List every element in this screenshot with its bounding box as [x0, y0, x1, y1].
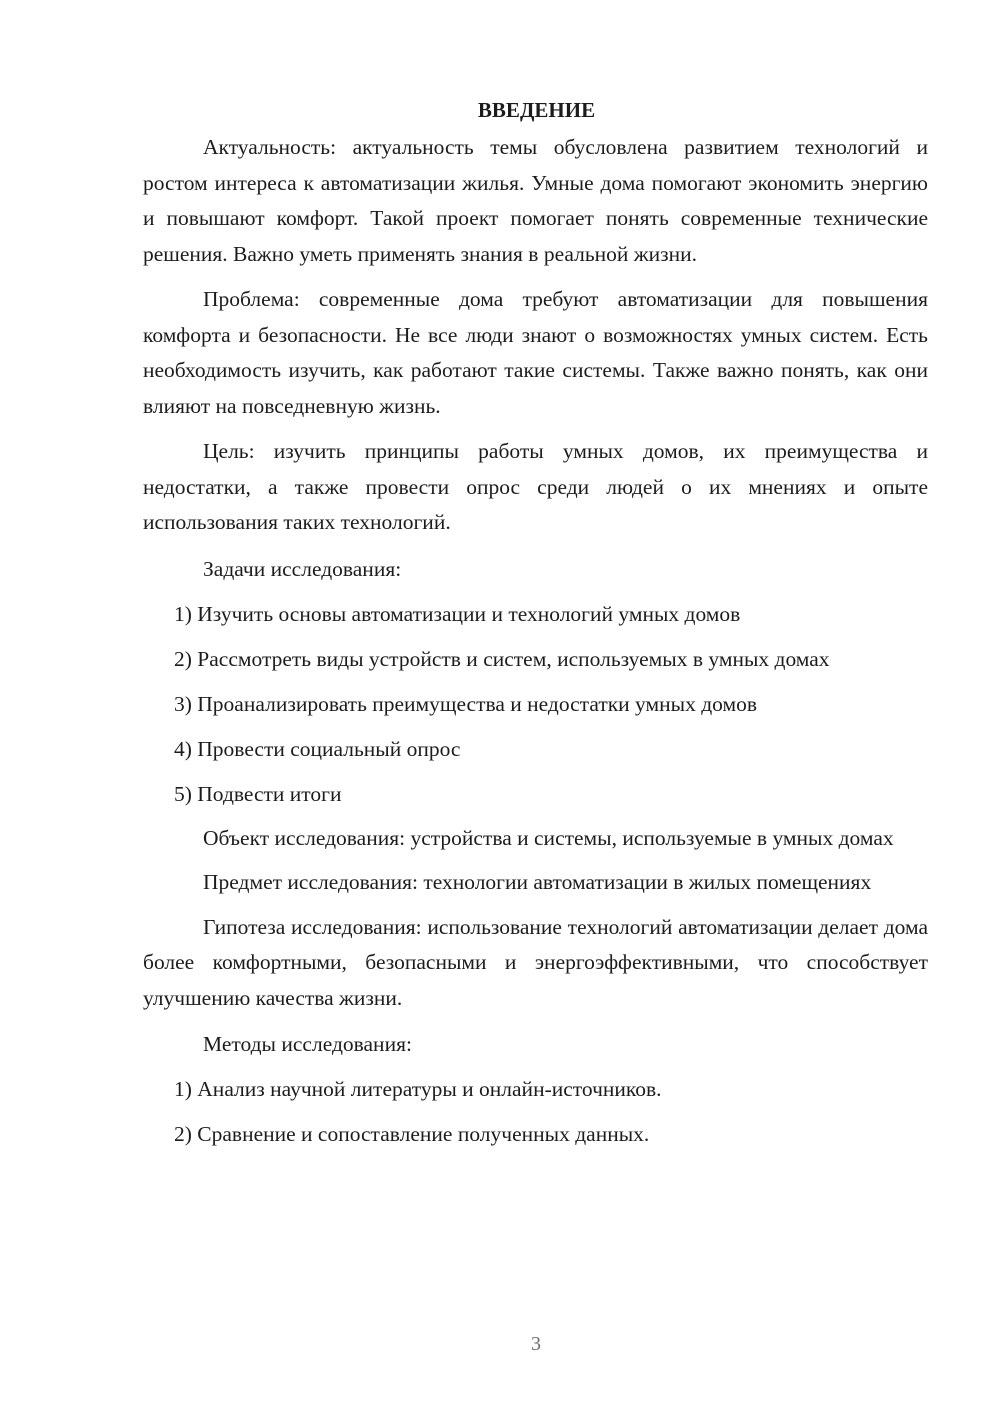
object-paragraph: Объект исследования: устройства и системы, используемые в умных домах — [203, 825, 894, 850]
page-title: ВВЕДЕНИЕ — [477, 98, 596, 122]
methods-heading: Методы исследования: — [203, 1032, 412, 1056]
subject-paragraph: Предмет исследования: технологии автоматизации в жилых помещениях — [203, 870, 872, 894]
page-number: 3 — [531, 1333, 541, 1355]
task-item: 4) Провести социальный опрос — [174, 736, 461, 761]
task-item: 2) Рассмотреть виды устройств и систем, используемых в умных домах — [174, 646, 830, 671]
relevance-paragraph: Актуальность: актуальность темы обусловлена развитием технологий и ростом интереса к автоматизации жилья. Умные дома помогают экономить энергию и повышают комфорт. Такой проект помогает понять современные технические решения. Важно уметь применять знания в реальной жизни. — [143, 135, 928, 266]
task-item: 5) Подвести итоги — [174, 781, 342, 806]
task-item: 1) Изучить основы автоматизации и технологий умных домов — [174, 601, 741, 626]
document-page — [143, 92, 928, 1161]
method-item: 2) Сравнение и сопоставление полученных данных. — [174, 1122, 650, 1146]
task-item: 3) Проанализировать преимущества и недостатки умных домов — [174, 691, 757, 716]
method-item: 1) Анализ научной литературы и онлайн-источников. — [174, 1077, 662, 1101]
hypothesis-paragraph: Гипотеза исследования: использование технологий автоматизации делает дома более комфортными, безопасными и энергоэффективными, что способствует улучшению качества жизни. — [143, 914, 928, 1010]
tasks-heading: Задачи исследования: — [203, 556, 402, 581]
problem-paragraph: Проблема: современные дома требуют автоматизации для повышения комфорта и безопасности. Не все люди знают о возможностях умных систем. Есть необходимость изучить, как работают такие системы. Также важно понять, как они влияют на повседневную жизнь. — [143, 287, 928, 418]
goal-paragraph: Цель: изучить принципы работы умных домов, их преимущества и недостатки, а также провести опрос среди людей о их мнениях и опыте использования таких технологий. — [143, 439, 928, 534]
